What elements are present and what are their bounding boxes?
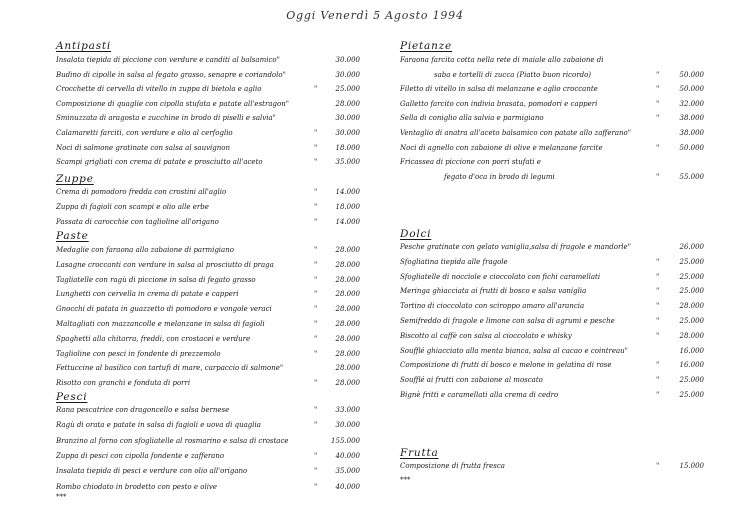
menu-item-price: 40.000 bbox=[335, 451, 360, 460]
menu-item-price: 28.000 bbox=[335, 260, 360, 269]
menu-item-price: 28.000 bbox=[335, 349, 360, 358]
menu-item bbox=[56, 437, 366, 447]
dolci-heading: Dolci bbox=[400, 228, 432, 240]
menu-item bbox=[400, 71, 710, 81]
menu-item bbox=[56, 114, 366, 124]
menu-item bbox=[56, 305, 366, 315]
menu-item bbox=[400, 287, 710, 297]
menu-item-name: Branzino al forno con sfogliatelle al rosmarino e salsa di crostace bbox=[56, 436, 289, 445]
menu-item-name: Composizione di frutti di bosco e melone in gelatina di rose bbox=[400, 361, 612, 370]
menu-item bbox=[56, 218, 366, 228]
menu-item-price: 30.000 bbox=[335, 114, 360, 123]
menu-item-price: 18.000 bbox=[335, 202, 360, 211]
ditto-mark: " bbox=[314, 305, 318, 314]
ditto-mark: " bbox=[656, 361, 660, 370]
menu-item bbox=[400, 144, 710, 154]
menu-item bbox=[56, 158, 366, 168]
ditto-mark: " bbox=[314, 467, 318, 476]
menu-item-price: 50.000 bbox=[679, 70, 704, 79]
ditto-mark: " bbox=[314, 290, 318, 299]
menu-item-price: 25.000 bbox=[679, 272, 704, 281]
menu-item-name: Calamaretti farciti, con verdure e olio al cerfoglio bbox=[56, 129, 233, 137]
menu-item bbox=[400, 347, 710, 357]
menu-item bbox=[56, 406, 366, 416]
menu-item-price: 25.000 bbox=[679, 287, 704, 296]
menu-item bbox=[400, 302, 710, 312]
menu-item-name: Filetto di vitello in salsa di melanzane e aglio croccante bbox=[400, 85, 598, 94]
menu-item-name: Insalata tiepida di piccione con verdure e canditi al balsamico" bbox=[56, 56, 280, 64]
ditto-mark: " bbox=[314, 85, 318, 94]
menu-item-price: 25.000 bbox=[679, 391, 704, 399]
menu-item-price: 25.000 bbox=[679, 317, 704, 325]
menu-item bbox=[400, 158, 710, 168]
menu-item-price: 16.000 bbox=[679, 346, 704, 355]
menu-item-name: Ragù di orata e patate in salsa di fagioli e uova di quaglia bbox=[56, 421, 261, 430]
menu-item bbox=[400, 243, 710, 253]
menu-item-name: Galletto farcito con indivia brasata, pomodori e capperi bbox=[400, 99, 598, 108]
menu-item-price: 28.000 bbox=[335, 290, 360, 299]
menu-item-name: Insalata tiepida di pesci e verdure con olio all'origano bbox=[56, 467, 248, 476]
menu-item-name: Passata di carocchie con taglioline all'origano bbox=[56, 217, 219, 226]
menu-item bbox=[400, 376, 710, 386]
menu-item-name: Taglioline con pesci in fondente di prezzemolo bbox=[56, 349, 221, 358]
ditto-mark: " bbox=[656, 272, 660, 281]
ditto-mark: " bbox=[656, 172, 660, 181]
menu-item bbox=[400, 317, 710, 327]
menu-item-name: Sfogliatina tiepida alle fragole bbox=[400, 257, 508, 266]
menu-item bbox=[56, 290, 366, 300]
menu-item-price: 28.000 bbox=[335, 99, 360, 108]
menu-item-name: Noci di agnello con zabaione di olive e melanzane farcite bbox=[400, 143, 603, 152]
ditto-mark: " bbox=[656, 70, 660, 79]
menu-item-name: Budino di cipolle in salsa al fegato grasso, senapre e coriandolo" bbox=[56, 70, 286, 79]
menu-item-price: 14.000 bbox=[335, 217, 360, 226]
menu-item-name: Composizione di frutta fresca bbox=[400, 462, 505, 470]
menu-item-name: Crocchette di cervella di vitello in zuppa di bietola e aglio bbox=[56, 85, 262, 94]
menu-item-name: Soufflé ai frutti con zabaione al moscato bbox=[400, 376, 543, 385]
menu-item-price: 25.000 bbox=[679, 376, 704, 385]
ditto-mark: " bbox=[314, 320, 318, 328]
menu-item-price: 28.000 bbox=[335, 320, 360, 328]
menu-item-name: fegato d'oca in brodo di legumi bbox=[444, 172, 555, 181]
menu-item bbox=[56, 364, 366, 374]
pesci-heading: Pesci bbox=[56, 391, 88, 403]
menu-item-price: 28.000 bbox=[335, 275, 360, 284]
menu-item bbox=[400, 85, 710, 95]
menu-item bbox=[400, 56, 710, 66]
menu-item bbox=[56, 246, 366, 256]
ditto-mark: " bbox=[656, 257, 660, 266]
menu-item bbox=[400, 462, 710, 472]
ditto-mark: " bbox=[314, 379, 318, 388]
menu-item-name: Tortino di cioccolato con sciroppo amaro all'arancia bbox=[400, 302, 585, 311]
ditto-mark: " bbox=[656, 391, 660, 399]
menu-item-name: Sella di coniglio alla salvia e parmigiano bbox=[400, 114, 544, 123]
menu-item bbox=[400, 258, 710, 268]
menu-item-name: Semifreddo di fragole e limone con salsa di agrumi e pesche bbox=[400, 317, 615, 325]
menu-item-price: 40.000 bbox=[335, 482, 360, 491]
menu-item bbox=[56, 421, 366, 431]
menu-item bbox=[400, 391, 710, 401]
menu-item-price: 28.000 bbox=[679, 302, 704, 311]
menu-item bbox=[56, 452, 366, 462]
menu-item bbox=[400, 332, 710, 342]
menu-item-name: Gnocchi di patata in guazzetto di pomodoro e vongole veraci bbox=[56, 305, 272, 314]
menu-item-price: 25.000 bbox=[679, 257, 704, 266]
menu-item-name: saba e tortelli di zucca (Piatto buon ricordo) bbox=[434, 70, 592, 79]
menu-item bbox=[400, 361, 710, 371]
menu-item bbox=[400, 129, 710, 139]
ditto-mark: " bbox=[314, 202, 318, 211]
menu-item-price: 18.000 bbox=[335, 143, 360, 152]
ditto-mark: " bbox=[314, 275, 318, 284]
frutta-heading: Frutta bbox=[400, 447, 439, 459]
menu-item-name: Composizione di quaglie con cipolla stufata e patate all'estragon" bbox=[56, 99, 289, 108]
menu-item-name: Tagliatelle con ragù di piccione in salsa di fegato grasso bbox=[56, 275, 256, 284]
menu-item-price: 15.000 bbox=[679, 462, 704, 470]
ditto-mark: " bbox=[314, 482, 318, 491]
menu-item-name: Maltagliati con mazzancolle e melanzane in salsa di fagioli bbox=[56, 320, 265, 328]
ditto-mark: " bbox=[314, 129, 318, 137]
ditto-mark: " bbox=[656, 376, 660, 385]
section-end-stars: *** bbox=[56, 493, 67, 501]
menu-item-price: 33.000 bbox=[335, 406, 360, 414]
ditto-mark: " bbox=[314, 406, 318, 414]
ditto-mark: " bbox=[656, 287, 660, 296]
menu-item-price: 50.000 bbox=[679, 143, 704, 152]
menu-item-price: 26.000 bbox=[679, 243, 704, 251]
menu-item bbox=[56, 483, 366, 493]
menu-item bbox=[56, 100, 366, 110]
ditto-mark: " bbox=[314, 188, 318, 196]
menu-item bbox=[56, 144, 366, 154]
ditto-mark: " bbox=[314, 334, 318, 343]
menu-item-price: 50.000 bbox=[679, 85, 704, 94]
menu-item-name: Fricassea di piccione con porri stufati e bbox=[400, 158, 541, 167]
menu-item bbox=[56, 379, 366, 389]
menu-item bbox=[56, 320, 366, 330]
menu-item bbox=[56, 350, 366, 360]
menu-item-name: Lasagne croccanti con verdure in salsa al prosciutto di praga bbox=[56, 260, 274, 269]
ditto-mark: " bbox=[314, 451, 318, 460]
menu-item-name: Meringa ghiacciata ai frutti di bosco e salsa vaniglia bbox=[400, 287, 587, 296]
menu-item-name: Biscotto al caffè con salsa al cioccolato e whisky bbox=[400, 331, 572, 340]
menu-item-name: Bignè fritti e caramellati alla crema di cedro bbox=[400, 391, 559, 399]
menu-item-name: Zuppa di fagioli con scampi e olio alle erbe bbox=[56, 202, 209, 211]
ditto-mark: " bbox=[656, 85, 660, 94]
menu-item-price: 28.000 bbox=[335, 364, 360, 373]
menu-item bbox=[56, 129, 366, 139]
menu-item-price: 38.000 bbox=[679, 114, 704, 123]
menu-item bbox=[56, 261, 366, 271]
ditto-mark: " bbox=[314, 246, 318, 254]
menu-item-price: 14.000 bbox=[335, 188, 360, 196]
menu-item-price: 16.000 bbox=[679, 361, 704, 370]
menu-item bbox=[400, 173, 710, 183]
menu-item bbox=[56, 71, 366, 81]
menu-item-price: 25.000 bbox=[335, 85, 360, 94]
menu-item-price: 28.000 bbox=[335, 334, 360, 343]
pietanze-heading: Pietanze bbox=[400, 40, 453, 52]
ditto-mark: " bbox=[314, 217, 318, 226]
menu-date-title: Oggi Venerdì 5 Agosto 1994 bbox=[286, 9, 464, 22]
ditto-mark: " bbox=[656, 331, 660, 340]
menu-item-price: 30.000 bbox=[335, 70, 360, 79]
menu-item bbox=[400, 273, 710, 283]
menu-item-name: Ventaglio di anatra all'aceto balsamico con patate allo zafferano" bbox=[400, 129, 631, 137]
menu-item bbox=[56, 467, 366, 477]
section-end-stars: *** bbox=[400, 476, 411, 484]
zuppe-heading: Zuppe bbox=[56, 173, 94, 185]
ditto-mark: " bbox=[314, 260, 318, 269]
menu-item-name: Zuppa di pesci con cipolla fondente e zafferano bbox=[56, 451, 225, 460]
menu-item bbox=[56, 188, 366, 198]
menu-item-name: Risotto con granchi e fonduta di porri bbox=[56, 379, 191, 388]
ditto-mark: " bbox=[656, 302, 660, 311]
ditto-mark: " bbox=[656, 114, 660, 123]
menu-item-name: Spaghetti alla chitarra, freddi, con crostacei e verdure bbox=[56, 334, 251, 343]
menu-item-price: 35.000 bbox=[335, 158, 360, 167]
ditto-mark: " bbox=[656, 462, 660, 470]
ditto-mark: " bbox=[314, 158, 318, 167]
menu-item-name: Scampi grigliati con crema di patate e prosciutto all'aceto bbox=[56, 158, 263, 167]
menu-item-name: Fettuccine al basilico con tartufi di mare, carpaccio di salmone" bbox=[56, 364, 284, 373]
menu-item bbox=[56, 203, 366, 213]
menu-item-price: 30.000 bbox=[335, 129, 360, 137]
menu-item-name: Sminuzzata di aragosta e zucchine in brodo di piselli e salvia" bbox=[56, 114, 276, 123]
paste-heading: Paste bbox=[56, 230, 89, 242]
menu-item-name: Crema di pomodoro fredda con crostini all'aglio bbox=[56, 188, 227, 196]
menu-item-price: 28.000 bbox=[335, 246, 360, 254]
menu-item-price: 30.000 bbox=[335, 421, 360, 430]
ditto-mark: " bbox=[314, 421, 318, 430]
menu-item-price: 38.000 bbox=[679, 129, 704, 137]
antipasti-heading: Antipasti bbox=[56, 40, 112, 52]
ditto-mark: " bbox=[314, 143, 318, 152]
right-column bbox=[400, 0, 710, 515]
menu-item-price: 32.000 bbox=[679, 99, 704, 108]
menu-item-name: Rana pescatrice con dragoncello e salsa bernese bbox=[56, 406, 230, 414]
menu-item bbox=[56, 335, 366, 345]
ditto-mark: " bbox=[656, 143, 660, 152]
menu-item bbox=[56, 56, 366, 66]
menu-item-name: Medaglie con faraona allo zabaione di parmigiano bbox=[56, 246, 234, 254]
menu-item-name: Faraona farcita cotta nella rete di maiale allo zabaione di bbox=[400, 56, 604, 64]
menu-item-name: Noci di salmone gratinate con salsa al sauvignon bbox=[56, 143, 230, 152]
menu-item bbox=[56, 85, 366, 95]
menu-item-price: 35.000 bbox=[335, 467, 360, 476]
menu-item-price: 28.000 bbox=[679, 331, 704, 340]
menu-item-price: 28.000 bbox=[335, 379, 360, 388]
ditto-mark: " bbox=[314, 349, 318, 358]
menu-item bbox=[400, 114, 710, 124]
menu-item-price: 155.000 bbox=[331, 436, 360, 445]
left-column bbox=[56, 0, 366, 515]
menu-item bbox=[400, 100, 710, 110]
menu-item-name: Sfogliatelle di nocciole e cioccolato con fichi caramellati bbox=[400, 272, 601, 281]
menu-item-name: Pesche gratinate con gelato vaniglia,salsa di fragole e mandorle" bbox=[400, 243, 631, 251]
ditto-mark: " bbox=[656, 317, 660, 325]
menu-item-name: Rombo chiodato in brodetto con pesto e olive bbox=[56, 482, 218, 491]
menu-item-price: 28.000 bbox=[335, 305, 360, 314]
menu-item-name: Soufflé ghiacciato alla menta bianca, salsa al cacao e cointreau" bbox=[400, 346, 628, 355]
ditto-mark: " bbox=[656, 99, 660, 108]
menu-item-price: 55.000 bbox=[679, 172, 704, 181]
menu-item-price: 30.000 bbox=[335, 56, 360, 64]
menu-item bbox=[56, 276, 366, 286]
menu-item-name: Lunghetti con cervella in crema di patate e capperi bbox=[56, 290, 239, 299]
